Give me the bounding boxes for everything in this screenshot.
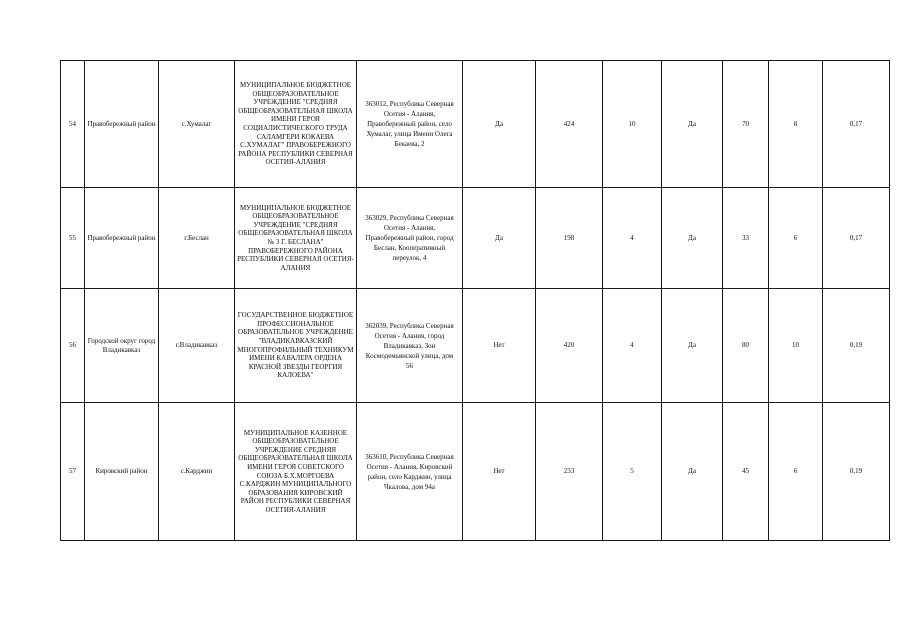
col-value-2: 424 bbox=[536, 61, 603, 188]
col-value-5: 70 bbox=[723, 61, 769, 188]
col-value-6: 6 bbox=[769, 403, 823, 541]
col-value-3: 4 bbox=[603, 289, 662, 403]
col-value-1: Нет bbox=[463, 403, 536, 541]
organization-cell: ГОСУДАРСТВЕННОЕ БЮДЖЕТНОЕ ПРОФЕССИОНАЛЬНОЕ ОБРАЗОВАТЕЛЬНОЕ УЧРЕЖДЕНИЕ "ВЛАДИКАВКАЗСКИЙ МНОГОПРОФИЛЬНЫЙ ТЕХНИКУМ ИМЕНИ КАВАЛЕРА ОРДЕНА КРАСНОЙ ЗВЕЗДЫ ГЕОРГИЯ КАЛОЕВА" bbox=[235, 289, 357, 403]
col-value-3: 4 bbox=[603, 188, 662, 289]
col-value-3: 10 bbox=[603, 61, 662, 188]
locality-cell: г.Беслан bbox=[159, 188, 235, 289]
table-row bbox=[61, 403, 890, 541]
table-row bbox=[61, 289, 890, 403]
row-number: 57 bbox=[61, 403, 85, 541]
organization-cell: МУНИЦИПАЛЬНОЕ БЮДЖЕТНОЕ ОБЩЕОБРАЗОВАТЕЛЬНОЕ УЧРЕЖДЕНИЕ "СРЕДНЯЯ ОБЩЕОБРАЗОВАТЕЛЬНАЯ ШКОЛА ИМЕНИ ГЕРОЯ СОЦИАЛИСТИЧЕСКОГО ТРУДА САЛАМГЕРИ КОКАЕВА С.ХУМАЛАГ" ПРАВОБЕРЕЖНОГО РАЙОНА РЕСПУБЛИКИ СЕВЕРНАЯ ОСЕТИЯ-АЛАНИЯ bbox=[235, 61, 357, 188]
locality-cell: с.Хумалаг bbox=[159, 61, 235, 188]
col-value-1: Да bbox=[463, 61, 536, 188]
district-cell: Правобережный район bbox=[85, 61, 159, 188]
schools-table bbox=[60, 60, 890, 541]
col-value-6: 8 bbox=[769, 61, 823, 188]
col-value-4: Да bbox=[662, 289, 723, 403]
address-cell: 363610, Республика Северная Осетия - Алания, Кировский район, село Карджин, улица Чкалова, дом 94а bbox=[357, 403, 463, 541]
table-row bbox=[61, 61, 890, 188]
district-cell: Городской округ город Владикавказ bbox=[85, 289, 159, 403]
col-value-5: 80 bbox=[723, 289, 769, 403]
col-value-2: 420 bbox=[536, 289, 603, 403]
col-value-2: 233 bbox=[536, 403, 603, 541]
col-value-1: Нет bbox=[463, 289, 536, 403]
organization-cell: МУНИЦИПАЛЬНОЕ БЮДЖЕТНОЕ ОБЩЕОБРАЗОВАТЕЛЬНОЕ УЧРЕЖДЕНИЕ "СРЕДНЯЯ ОБЩЕОБРАЗОВАТЕЛЬНАЯ ШКОЛА № 3 Г. БЕСЛАНА" ПРАВОБЕРЕЖНОГО РАЙОНА РЕСПУБЛИКИ СЕВЕРНАЯ ОСЕТИЯ-АЛАНИЯ bbox=[235, 188, 357, 289]
col-value-1: Да bbox=[463, 188, 536, 289]
col-value-7: 0,19 bbox=[823, 289, 890, 403]
row-number: 56 bbox=[61, 289, 85, 403]
col-value-5: 45 bbox=[723, 403, 769, 541]
col-value-6: 10 bbox=[769, 289, 823, 403]
organization-cell: МУНИЦИПАЛЬНОЕ КАЗЕННОЕ ОБЩЕОБРАЗОВАТЕЛЬНОЕ УЧРЕЖДЕНИЕ СРЕДНЯЯ ОБЩЕОБРАЗОВАТЕЛЬНАЯ ШКОЛА ИМЕНИ ГЕРОЯ СОВЕТСКОГО СОЮЗА Б.Х.МОРГОЕВА С.КАРДЖИН МУНИЦИПАЛЬНОГО ОБРАЗОВАНИЯ КИРОВСКИЙ РАЙОН РЕСПУБЛИКИ СЕВЕРНАЯ ОСЕТИЯ-АЛАНИЯ bbox=[235, 403, 357, 541]
col-value-6: 6 bbox=[769, 188, 823, 289]
row-number: 54 bbox=[61, 61, 85, 188]
col-value-7: 0,17 bbox=[823, 61, 890, 188]
locality-cell: с.Карджин bbox=[159, 403, 235, 541]
table-row bbox=[61, 188, 890, 289]
col-value-7: 0,17 bbox=[823, 188, 890, 289]
address-cell: 363012, Республика Северная Осетия - Алания, Правобережный район, село Хумалаг, улица Имени Олега Бекаева, 2 bbox=[357, 61, 463, 188]
col-value-4: Да bbox=[662, 61, 723, 188]
col-value-7: 0,19 bbox=[823, 403, 890, 541]
district-cell: Правобережный район bbox=[85, 188, 159, 289]
col-value-5: 33 bbox=[723, 188, 769, 289]
locality-cell: г.Владикавказ bbox=[159, 289, 235, 403]
col-value-4: Да bbox=[662, 188, 723, 289]
address-cell: 363029, Республика Северная Осетия - Алания, Правобережный район, город Беслан, Кооперативный переулок, 4 bbox=[357, 188, 463, 289]
col-value-3: 5 bbox=[603, 403, 662, 541]
row-number: 55 bbox=[61, 188, 85, 289]
col-value-4: Да bbox=[662, 403, 723, 541]
col-value-2: 198 bbox=[536, 188, 603, 289]
district-cell: Кировский район bbox=[85, 403, 159, 541]
address-cell: 362039, Республика Северная Осетия - Алания, город Владикавказ, Зои Космодемьянской улица, дом 56 bbox=[357, 289, 463, 403]
